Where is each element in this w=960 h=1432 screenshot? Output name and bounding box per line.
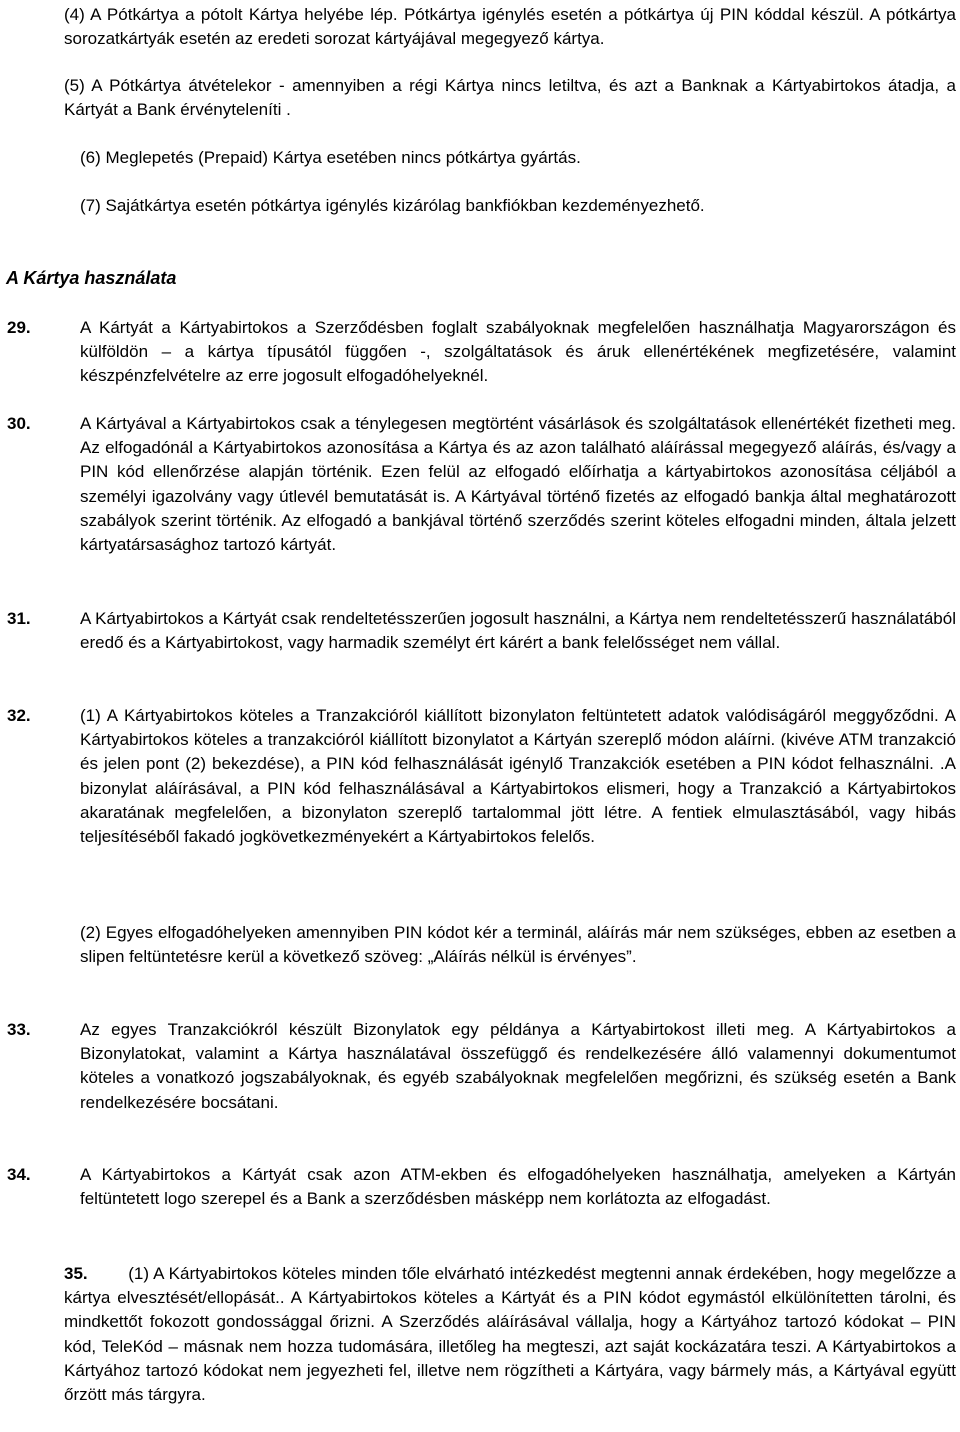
item-number-30: 30. [7,414,31,433]
item-text-31: A Kártyabirtokos a Kártyát csak rendeltetésszerűen jogosult használni, a Kártya nem rendeltetésszerű használatából eredő és a Kártyabirtokost, vagy harmadik személyt ért kárért a bank felelősséget nem vállal. [80,609,956,653]
item-text-33: Az egyes Tranzakciókról készült Bizonylatok egy példánya a Kártyabirtokost illeti meg. A Kártyabirtokos a Bizonylatokat, valamint a Kártya használatával összefüggő és rendelkezésére álló valamennyi dokumentumot köteles a vonatkozó jogszabályoknak, és egyéb szabályoknak megfelelően megőrizni, és szükség esetén a Bank rendelkezésére bocsátani. [80,1020,956,1112]
item-text-32-part-2: (2) Egyes elfogadóhelyeken amennyiben PIN kódot kér a terminál, aláírás már nem szükséges, ebben az esetben a slipen feltüntetésre kerül a következő szöveg: „Aláírás nélkül is érvényes”. [80,923,956,967]
item-text-30: A Kártyával a Kártyabirtokos csak a ténylegesen megtörtént vásárlások és szolgáltatások ellenértékét fizetheti meg. Az elfogadónál a Kártyabirtokos azonosítása a Kártya és az azon található aláírással megegyező aláírás, és/vagy a PIN kód ellenőrzése alapján történik. Ezen felül az elfogadó előírhatja a kártyabirtokos azonosítása céljából a személyi igazolvány vagy útlevél bemutatását is. A Kártyával történő fizetés az elfogadó bankja által meghatározott szabályok szerint történik. Az elfogadó a bankjával történő szerződés szerint köteles elfogadni minden, általa jelzett kártyatársasághoz tartozó kártyát. [80,414,956,555]
item-35-gap [88,1264,129,1283]
item-number-29: 29. [7,318,31,337]
item-number-31: 31. [7,609,31,628]
paragraph-7: (7) Sajátkártya esetén pótkártya igénylés kizárólag bankfiókban kezdeményezhető. [80,196,705,215]
paragraph-4: (4) A Pótkártya a pótolt Kártya helyébe lép. Pótkártya igénylés esetén a pótkártya új PIN kóddal készül. A pótkártya sorozatkártyák esetén az eredeti sorozat kártyájával megegyező kártya. [64,5,956,49]
section-heading: A Kártya használata [6,268,177,288]
item-number-35: 35. [64,1264,88,1283]
item-text-32-part-1: (1) A Kártyabirtokos köteles a Tranzakcióról kiállított bizonylaton feltüntetett adatok valódiságáról meggyőződni. A Kártyabirtokos köteles a tranzakcióról kiállított bizonylatot a Kártyán szereplő módon aláírni. (kivéve ATM tranzakció és jelen pont (2) bekezdése), a PIN kód felhasználását igénylő Tranzakciók esetében a PIN kódot felhasználni. .A bizonylat aláírásával, a PIN kód felhasználásával a Kártyabirtokos elismeri, hogy a Tranzakció a Kártyabirtokos akaratának megfelelően, a bizonylaton szereplő tartalommal jött létre. A fentiek elmulasztásából, vagy hibás teljesítéséből fakadó jogkövetkezményekért a Kártyabirtokos felelős. [80,706,956,847]
item-text-29: A Kártyát a Kártyabirtokos a Szerződésben foglalt szabályoknak megfelelően használhatja Magyarországon és külföldön – a kártya típusától függően -, szolgáltatások és áruk ellenértékének megfizetésére, valamint készpénzfelvételre az erre jogosult elfogadóhelyeknél. [80,318,956,386]
item-text-34: A Kártyabirtokos a Kártyát csak azon ATM-ekben és elfogadóhelyeken használhatja, amelyeken a Kártyán feltüntetett logo szerepel és a Bank a szerződésben másképp nem korlátozta az elfogadást. [80,1165,956,1209]
paragraph-5: (5) A Pótkártya átvételekor - amennyiben a régi Kártya nincs letiltva, és azt a Banknak a Kártyabirtokos átadja, a Kártyát a Bank érvényteleníti . [64,76,956,120]
item-number-33: 33. [7,1020,31,1039]
item-number-34: 34. [7,1165,31,1184]
item-number-32: 32. [7,706,31,725]
item-text-35-body: (1) A Kártyabirtokos köteles minden tőle elvárható intézkedést megtenni annak érdekében, hogy megelőzze a kártya elvesztését/ellopását.. A Kártyabirtokos köteles a Kártyát és a PIN kódot egymástól elkülönítetten tárolni, és mindkettőt fokozott gondossággal őrizni. A Szerződés aláírásával vállalja, hogy a Kártyához tartozó kódokat – PIN kód, TeleKód – másnak nem hozza tudomására, illetőleg ha megteszi, azt saját kockázatára teszi. A Kártyabirtokos a Kártyához tartozó kódokat nem jegyezheti fel, illetve nem rögzítheti a Kártyára, vagy bármely más, a Kártyával együtt őrzött más tárgyra. [64,1264,956,1405]
paragraph-6: (6) Meglepetés (Prepaid) Kártya esetében nincs pótkártya gyártás. [80,148,581,167]
item-text-35 [64,1262,956,1407]
